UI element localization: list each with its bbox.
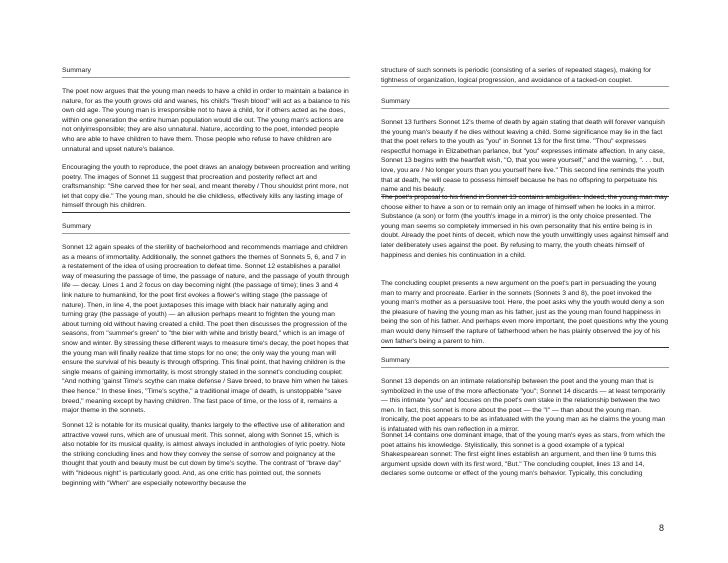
summary-heading: Summary xyxy=(62,66,350,78)
body-paragraph: Sonnet 13 furthers Sonnet 12's theme of death by again stating that death will forever vanquish the young man's beauty if he dies without leaving a child. Some significance may lie in the fact that the poet refers to the youth as "you" in Sonnet 13 for the first time. "Thou" expresses respectful homage in Elizabethan parlance, but "you" expresses intimate affection. In any case, Sonnet 13 begins with the heartfelt wish, "O, that you were yourself," and the warning, ". . . but, love, you are / No longer yours than you yourself here live." This second line reminds the youth that at death, he will cease to possess himself because he has no offspring to perpetuate his name and his beauty. xyxy=(381,118,669,197)
body-paragraph: Sonnet 13 depends on an intimate relationship between the poet and the young man that is symbolized in the use of the more affectionate "you"; Sonnet 14 discards — at least temporarily — this intimate "you" and focuses on the poet's own stake in the relationship between the two men. In fact, this sonnet is more about the poet — the "I" — than about the young man. Ironically, the poet appears to be as infatuated with the young man as he claims the young man is infatuated with his own reflection in a mirror. xyxy=(381,378,666,433)
summary-heading: Summary xyxy=(381,97,669,109)
body-paragraph: Encouraging the youth to reproduce, the poet draws an analogy between procreation and writing poetry. The images of Sonnet 11 suggest that procreation and posterity reflect art and craftsmanship: "She carved thee for her seal, and meant thereby / Thou shouldst print more, not let that copy die." The young man, should he die childless, effectively kills any lasting image of himself through his children. xyxy=(62,163,350,213)
body-paragraph: The poet's proposal to his friend in Sonnet 13 contains ambiguities. Indeed, the young man may choose either to have a son or to remain only an image of himself when he looks in a mirror. Substance (a son) or form (the youth's image in a mirror) is the only choice presented. The young man seems so completely immersed in his own personality that his entire being is in doubt. Already the poet hints of deceit, which now the youth unwittingly uses against himself and later deliberately uses against the poet. By refusing to marry, the youth cheats himself of happiness and denies his continuation in a child. xyxy=(381,194,669,259)
body-paragraph: The poet now argues that the young man needs to have a child in order to maintain a balance in nature, for as the youth grows old and wanes, his child's "fresh blood" will act as a balance to his own old age. The young man is irresponsible not to have a child, for if others acted as he does, within one generation the entire human population would die out. The young man's actions are not onlyirresponsible; they are also unnatural. Nature, according to the poet, intended people who are able to have children to have them. Those people who refuse to have children are unnatural and upset nature's balance. xyxy=(62,88,350,153)
summary-heading: Summary xyxy=(62,222,350,234)
page-number: 8 xyxy=(658,523,664,533)
summary-heading: Summary xyxy=(381,356,669,368)
body-paragraph: Sonnet 12 again speaks of the sterility of bachelorhood and recommends marriage and children as a means of immortality. Additionally, the sonnet gathers the themes of Sonnets 5, 6, and 7 in a restatement of the idea of using procreation to defeat time. Sonnet 12 establishes a parallel way of measuring the passage of time, the passage of nature, and the passage of youth through life — decay. Lines 1 and 2 focus on day becoming night (the passage of time); lines 3 and 4 link nature to humankind, for the poet first evokes a flower's wilting stage (the passage of nature). Then, in line 4, the poet juxtaposes this image with black hair naturally aging and turning gray (the passage of youth) — an allusion perhaps meant to frighten the young man about turning old without having created a child. The poet then discusses the progression of the seasons, from "summer's green" to "the bier with white and bristly beard," which is an image of snow and winter. By stressing these different ways to measure time's decay, the poet hopes that the young man will finally realize that time stops for no one; the only way the young man will ensure the survival of his beauty is through offspring. This final point, that having children is the single means of gaining immortality, is most strongly stated in the sonnet's concluding couplet: "And nothing 'gainst Time's scythe can make defense / Save breed, to brave him when he takes thee hence." In these lines, "Time's scythe," a traditional image of death, is unstoppable "save breed," meaning except by having children. The fast pace of time, or the loss of it, remains a major theme in the sonnets. xyxy=(62,244,350,415)
body-paragraph: Sonnet 12 is notable for its musical quality, thanks largely to the effective use of alliteration and attractive vowel runs, which are of unusual merit. This sonnet, along with Sonnet 15, which is also notable for its musical quality, is almost always included in anthologies of lyric poetry. Note the striking concluding lines and how they convey the sense of sorrow and poignancy at the thought that youth and beauty must be cut down by time's scythe. The contrast of "brave day" with "hideous night" is particularly good. And, as one critic has pointed out, the sonnets beginning with "When" are especially noteworthy because the xyxy=(62,422,346,487)
body-paragraph: structure of such sonnets is periodic (consisting of a series of repeated stages), making for tightness of organization, logical progression, and avoidance of a tacked-on couplet. xyxy=(381,66,669,87)
body-paragraph: Sonnet 14 contains one dominant image, that of the young man's eyes as stars, from which the poet attains his knowledge. Stylistically, this sonnet is a good example of a typical Shakespearean sonnet: The first eight lines establish an argument, and then line 9 turns this argument upside down with its first word, "But." The concluding couplet, lines 13 and 14, declares some outcome or effect of the young man's behavior. Typically, this concluding xyxy=(381,432,665,478)
body-paragraph: The concluding couplet presents a new argument on the poet's part in persuading the young man to marry and procreate. Earlier in the sonnets (Sonnets 3 and 8), the poet invoked the young man's mother as a persuasive tool. Here, the poet asks why the youth would deny a son the pleasure of having the young man as his father, just as the young man found happiness in being the son of his father. And perhaps even more important, the poet questions why the young man would deny himself the rapture of fatherhood when he has plainly observed the joy of his own father's being a parent to him. xyxy=(381,279,669,348)
